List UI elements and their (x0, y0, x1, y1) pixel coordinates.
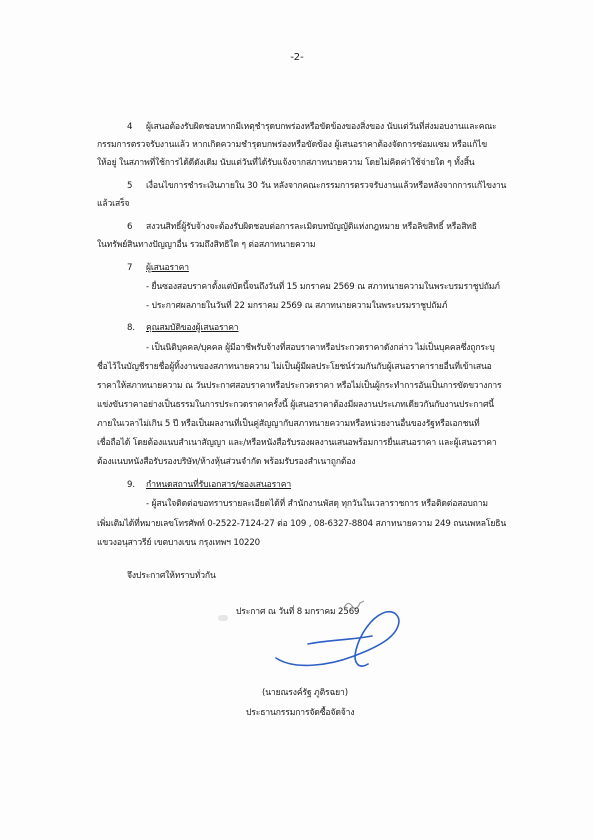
announcement-date: ประกาศ ณ วันที่ 8 มกราคม 2569 (236, 607, 360, 617)
item-4-text-line-2: กรรมการตรวจรับงานแล้ว หากเกิดความชำรุดบกพร่องหรือขัดข้อง ผู้เสนอราคาต้องจัดการซ่อมแซม หรือแก้ไข (97, 140, 488, 150)
item-7-bullet-2: - ประกาศผลภายในวันที่ 22 มกราคม 2569 ณ สภาทนายความในพระบรมราชูปถัมภ์ (146, 301, 448, 311)
item-8-text-line-7: ต้องแนบหนังสือรับรองบริษัท/ห้างหุ้นส่วนจำกัด พร้อมรับรองสำเนาถูกต้อง (97, 457, 356, 467)
item-7-bullet-1: - ยื่นซองสอบราคาตั้งแต่บัดนี้จนถึงวันที่ 15 มกราคม 2569 ณ สภาทนายความในพระบรมราชูปถัมภ์ (146, 282, 500, 292)
item-9-number: 9. (127, 480, 135, 490)
item-6-number: 6 (127, 222, 133, 232)
item-9-text-line-3: แขวงอนุสาวรีย์ เขตบางเขน กรุงเทพฯ 10220 (97, 538, 260, 548)
item-8-text-line-2: ชื่อไว้ในบัญชีรายชื่อผู้ทิ้งงานของสภาทนายความ ไม่เป็นผู้มีผลประโยชน์ร่วมกันกับผู้เสนอราคารายอื่นที่เข้าเสนอ (97, 362, 492, 372)
item-9-text-line-1: - ผู้สนใจติดต่อขอทราบรายละเอียดได้ที่ สำนักงานพัสดุ ทุกวันในเวลาราชการ หรือติดต่อสอบถาม (146, 499, 488, 509)
item-4-number: 4 (127, 122, 133, 132)
item-8-heading: คุณสมบัติของผู้เสนอราคา (146, 323, 239, 333)
item-5-text-line-1: เงื่อนไขการชำระเงินภายใน 30 วัน หลังจากคณะกรรมการตรวจรับงานแล้วหรือหลังจากการแก้ไขงาน (146, 181, 507, 191)
signer-title: ประธานกรรมการจัดซื้อจัดจ้าง (246, 708, 355, 718)
item-9-heading: กำหนดสถานที่รับเอกสาร/ซองเสนอราคา (146, 480, 291, 490)
item-5-number: 5 (127, 181, 133, 191)
item-6-text-line-2: ในทรัพย์สินทางปัญญาอื่น รวมถึงสิทธิใด ๆ ต่อสภาทนายความ (97, 240, 316, 250)
signature (268, 600, 408, 678)
item-7-number: 7 (127, 263, 133, 273)
item-8-text-line-5: ภายในเวลาไม่เกิน 5 ปี หรือเป็นผลงานที่เป็นคู่สัญญากับสภาทนายความหรือหน่วยงานอื่นของรัฐหรือเอกชนที่ (97, 419, 480, 429)
item-6-text-line-1: สงวนสิทธิ์ผู้รับจ้างจะต้องรับผิดชอบต่อการละเมิดบทบัญญัติแห่งกฎหมาย หรือลิขสิทธิ์ หรือสิทธิ (146, 222, 477, 232)
item-8-text-line-4: แข่งขันราคาอย่างเป็นธรรมในการประกวดราคาครั้งนี้ ผู้เสนอราคาต้องมีผลงานประเภทเดียวกันกับงานประกาศนี้ (97, 400, 494, 410)
item-8-text-line-3: ราคาให้สภาทนายความ ณ วันประกาศสอบราคาหรือประกวดราคา หรือไม่เป็นผู้กระทำการอันเป็นการขัดขวางการ (97, 381, 502, 391)
signer-name: (นายณรงค์รัฐ ภูติรฉยา) (262, 688, 348, 698)
item-8-text-line-1: - เป็นนิติบุคคล/บุคคล ผู้มีอาชีพรับจ้างที่สอบราคาหรือประกวดราคาดังกล่าว ไม่เป็นบุคคลซึ่งถูกระบุ (146, 343, 495, 353)
item-8-number: 8. (127, 323, 135, 333)
item-4-text-line-1: ผู้เสนอต้องรับผิดชอบหากมีเหตุชำรุดบกพร่องหรือขัดข้องของสิ่งของ นับแต่วันที่ส่งมอบงานและคณะ (146, 122, 497, 132)
item-7-heading: ผู้เสนอราคา (146, 263, 189, 273)
closing-statement: จึงประกาศให้ทราบทั่วกัน (127, 571, 216, 581)
item-8-text-line-6: เชื่อถือได้ โดยต้องแนบสำเนาสัญญา และ/หรือหนังสือรับรองผลงานเสนอพร้อมการยื่นเสนอราคา และผู้เสนอราคา (97, 438, 497, 448)
item-4-text-line-3: ให้อยู่ ในสภาพที่ใช้การได้ดีดังเดิม นับแต่วันที่ได้รับแจ้งจากสภาทนายความ โดยไม่คิดค่าใช้จ่ายใด ๆ ทั้งสิ้น (97, 158, 475, 168)
item-5-text-line-2: แล้วเสร็จ (97, 199, 130, 209)
item-9-text-line-2: เพิ่มเติมได้ที่หมายเลขโทรศัพท์ 0-2522-7124-27 ต่อ 109 , 08-6327-8804 สภาทนายความ 249 ถนนพหลโยธิน (97, 519, 507, 529)
ink-smudge (218, 615, 228, 621)
page-number: -2- (290, 52, 304, 63)
